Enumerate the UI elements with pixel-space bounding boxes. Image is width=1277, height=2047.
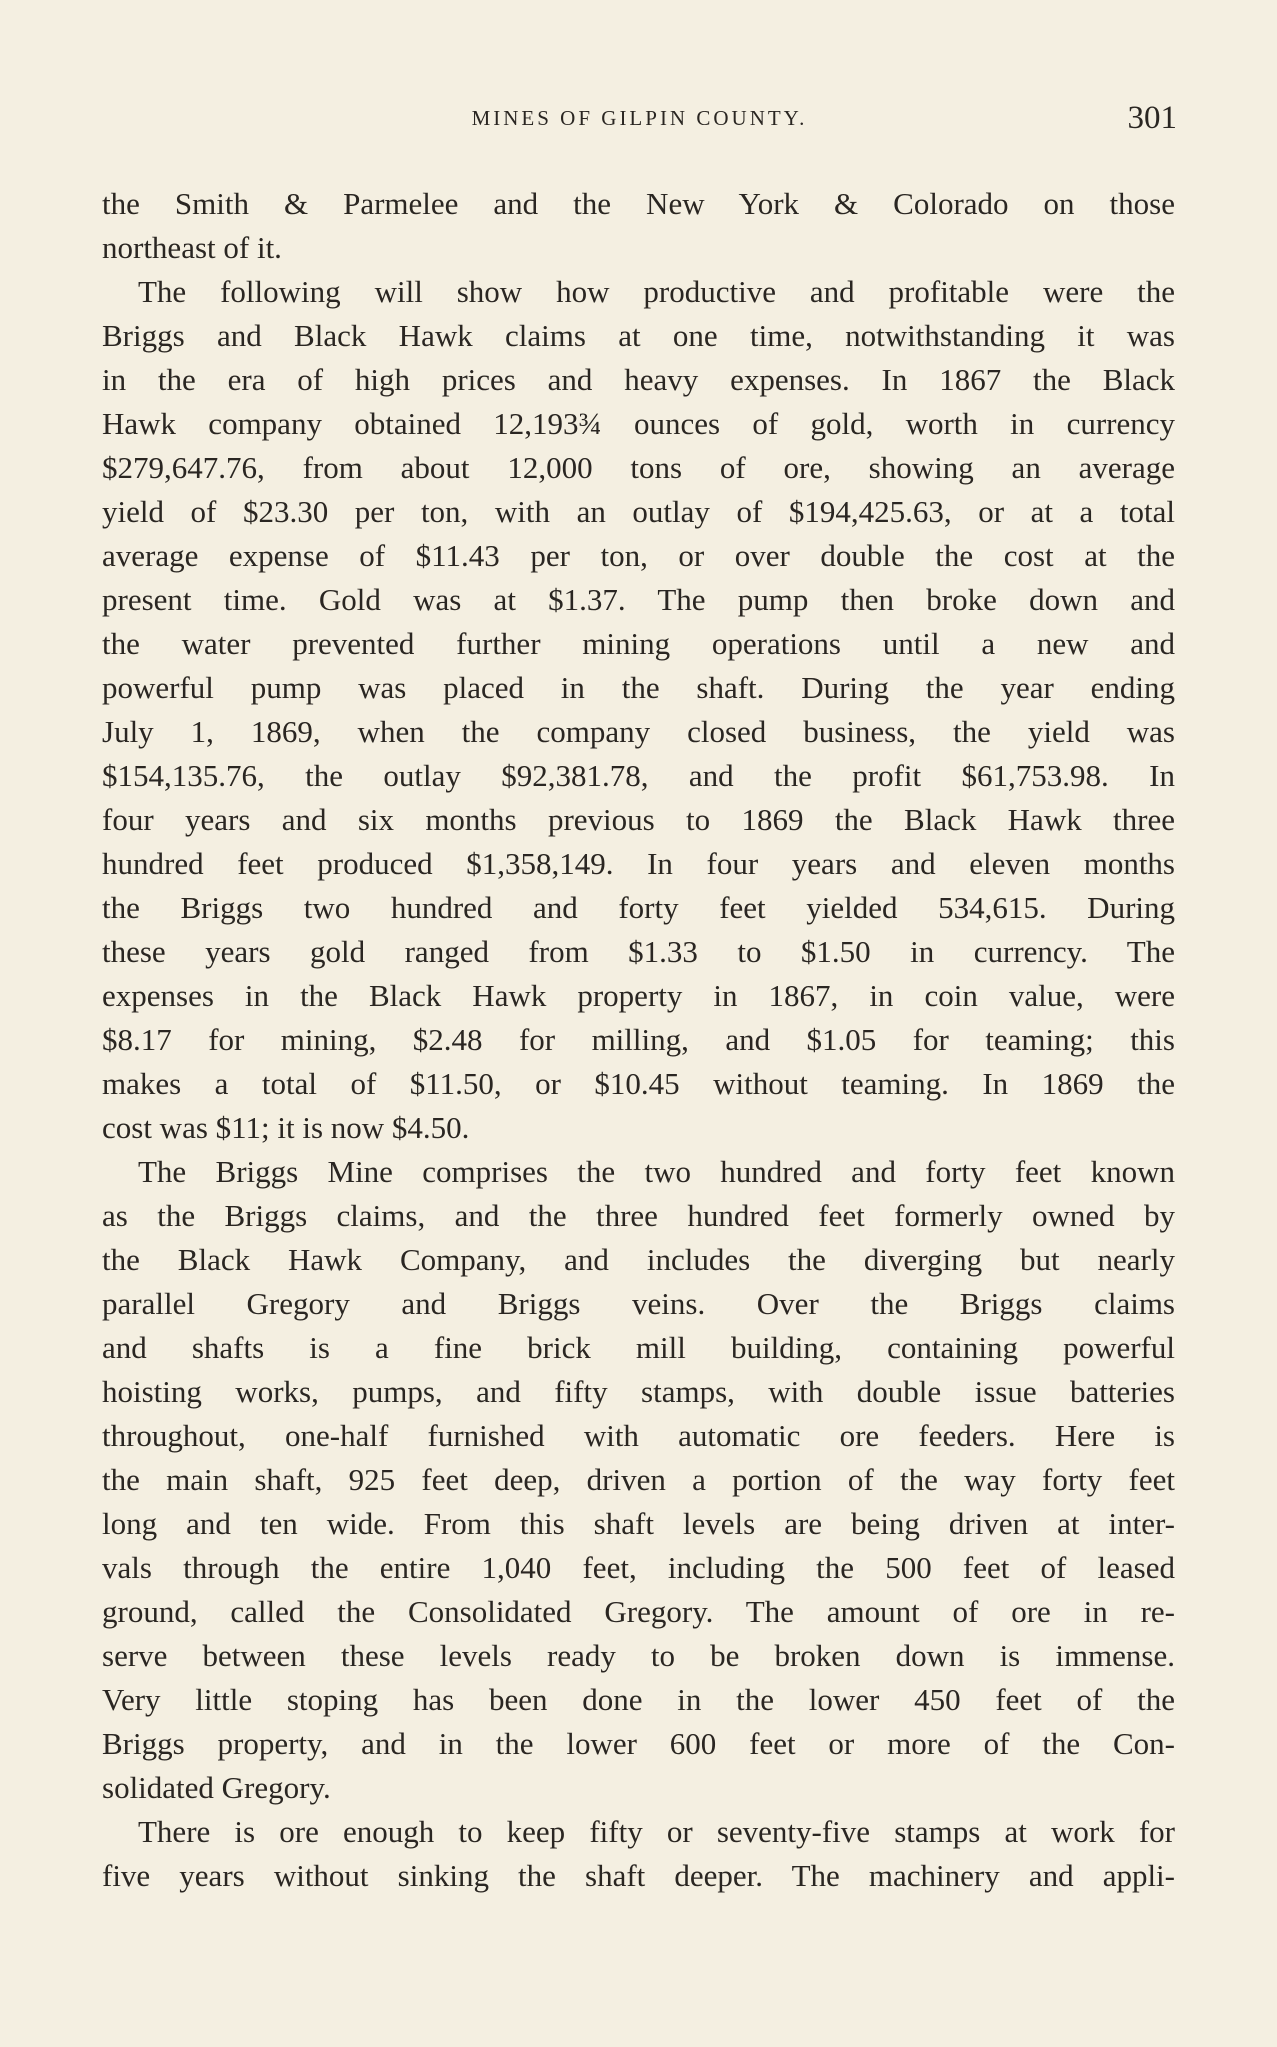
text-line: serve between these levels ready to be broken down is immense. (102, 1638, 1175, 1673)
text-line: makes a total of $11.50, or $10.45 without teaming. In 1869 the (102, 1066, 1175, 1101)
text-line: present time. Gold was at $1.37. The pump then broke down and (102, 582, 1175, 617)
text-line: $8.17 for mining, $2.48 for milling, and $1.05 for teaming; this (102, 1022, 1175, 1057)
text-line: and shafts is a fine brick mill building, containing powerful (102, 1330, 1175, 1365)
text-line: The Briggs Mine comprises the two hundred and forty feet known (138, 1154, 1175, 1189)
text-line: five years without sinking the shaft deeper. The machinery and appli- (102, 1858, 1175, 1893)
text-line: in the era of high prices and heavy expenses. In 1867 the Black (102, 362, 1175, 397)
text-line: Briggs property, and in the lower 600 feet or more of the Con- (102, 1726, 1175, 1761)
text-line: powerful pump was placed in the shaft. During the year ending (102, 670, 1175, 705)
text-line: vals through the entire 1,040 feet, including the 500 feet of leased (102, 1550, 1175, 1585)
text-line: Hawk company obtained 12,193¾ ounces of gold, worth in currency (102, 406, 1175, 441)
text-line: Very little stoping has been done in the lower 450 feet of the (102, 1682, 1175, 1717)
text-line: average expense of $11.43 per ton, or over double the cost at the (102, 538, 1175, 573)
running-title: MINES OF GILPIN COUNTY. (471, 106, 808, 130)
page-number: 301 (1127, 100, 1177, 136)
text-line: throughout, one-half furnished with automatic ore feeders. Here is (102, 1418, 1175, 1453)
text-line: hoisting works, pumps, and fifty stamps, with double issue batteries (102, 1374, 1175, 1409)
text-line: as the Briggs claims, and the three hundred feet formerly owned by (102, 1198, 1175, 1233)
text-line: northeast of it. (102, 230, 282, 265)
text-line: expenses in the Black Hawk property in 1867, in coin value, were (102, 978, 1175, 1013)
text-line: hundred feet produced $1,358,149. In four years and eleven months (102, 846, 1175, 881)
body-text (102, 182, 1175, 1898)
text-line: ground, called the Consolidated Gregory. The amount of ore in re- (102, 1594, 1175, 1629)
text-line: the main shaft, 925 feet deep, driven a portion of the way forty feet (102, 1462, 1175, 1497)
running-head (102, 100, 1177, 140)
text-line: the Black Hawk Company, and includes the diverging but nearly (102, 1242, 1175, 1277)
text-line: $279,647.76, from about 12,000 tons of ore, showing an average (102, 450, 1175, 485)
text-line: July 1, 1869, when the company closed business, the yield was (102, 714, 1175, 749)
text-line: There is ore enough to keep fifty or seventy-five stamps at work for (138, 1814, 1175, 1849)
text-line: long and ten wide. From this shaft levels are being driven at inter- (102, 1506, 1175, 1541)
text-line: $154,135.76, the outlay $92,381.78, and the profit $61,753.98. In (102, 758, 1175, 793)
text-line: The following will show how productive and profitable were the (138, 274, 1175, 309)
text-line: the water prevented further mining operations until a new and (102, 626, 1175, 661)
text-line: the Smith & Parmelee and the New York & Colorado on those (102, 186, 1175, 221)
text-line: four years and six months previous to 1869 the Black Hawk three (102, 802, 1175, 837)
text-line: yield of $23.30 per ton, with an outlay of $194,425.63, or at a total (102, 494, 1175, 529)
text-line: the Briggs two hundred and forty feet yielded 534,615. During (102, 890, 1175, 925)
text-line: parallel Gregory and Briggs veins. Over the Briggs claims (102, 1286, 1175, 1321)
text-line: cost was $11; it is now $4.50. (102, 1110, 470, 1145)
text-line: solidated Gregory. (102, 1770, 331, 1805)
text-line: Briggs and Black Hawk claims at one time, notwithstanding it was (102, 318, 1175, 353)
text-line: these years gold ranged from $1.33 to $1.50 in currency. The (102, 934, 1175, 969)
